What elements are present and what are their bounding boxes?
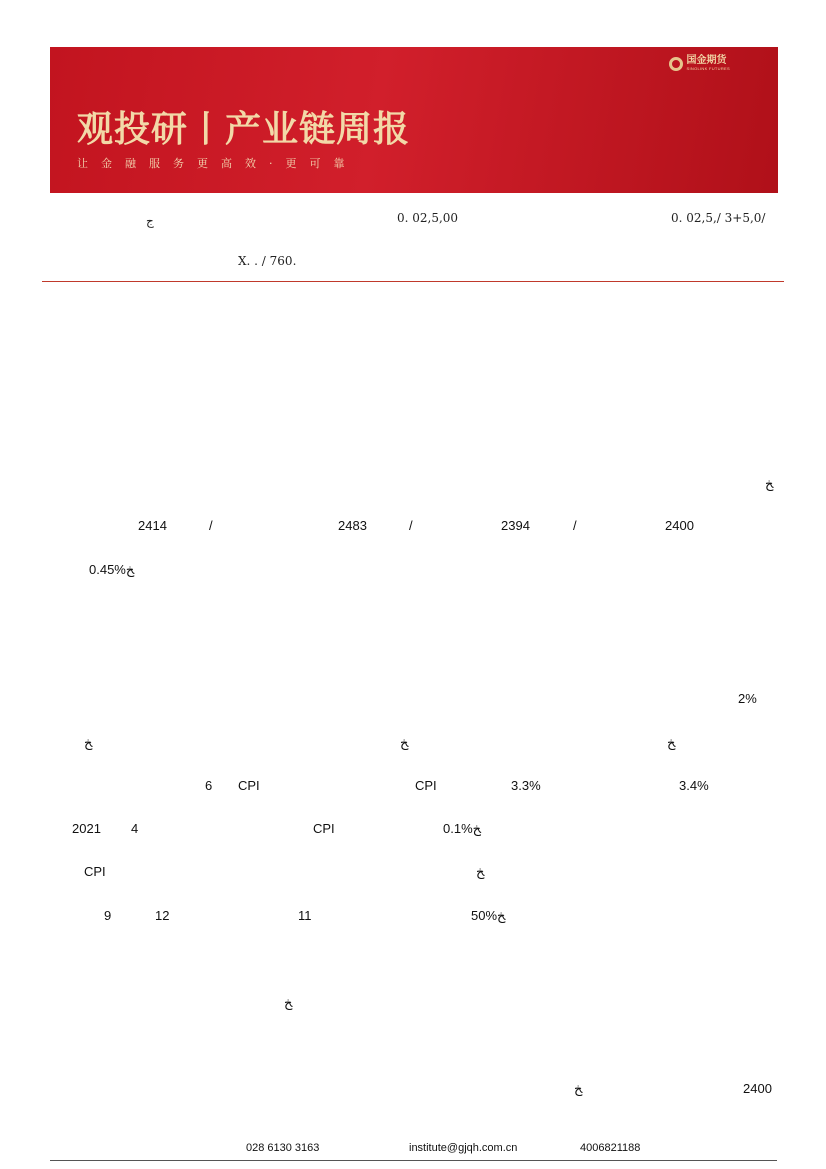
p7-month: 4 [131,821,139,836]
meta-center-code: 0. 02,5,00 [397,211,459,225]
price-sep-2: / [409,518,413,533]
p1-end-mark: ﺦ [765,476,774,491]
p6-cpi-1: CPI [238,778,260,793]
p9-percent: 50%ﺦ [471,908,506,923]
header-divider [42,281,784,282]
logo-coin-icon [669,57,683,71]
report-title: 观投研丨产业链周报 [77,109,411,150]
report-slogan: 让金融服务更高效·更可靠 [77,157,358,170]
p6-value-2: 3.4% [679,778,709,793]
price-sep-1: / [209,518,213,533]
company-logo [669,56,730,71]
footer-divider [50,1160,777,1161]
p9-number-2: 12 [155,908,170,923]
p8-cpi: CPI [84,864,106,879]
logo-name-en: SINOLINK FUTURES [686,66,730,71]
price-value-2: 2483 [338,518,367,533]
price-value-1: 2414 [138,518,167,533]
footer-email[interactable]: institute@gjqh.com.cn [409,1142,518,1154]
footer-phone: 028 6130 3163 [246,1142,320,1154]
p6-number: 6 [205,778,213,793]
header-banner [50,47,778,193]
change-percent: 0.45%ﺦ [89,562,135,577]
p4-percent: 2% [738,691,757,706]
p5-mark-3: ﺦ [667,735,676,750]
price-sep-3: / [573,518,577,533]
p10-mark: ﺦ [284,995,293,1010]
footer-hotline: 4006821188 [580,1142,641,1154]
meta-right-code: 0. 02,5,/ 3+5,0/ [671,211,766,225]
p5-mark-2: ﺦ [400,735,409,750]
meta-left-glyph: ج [146,214,154,228]
p6-cpi-2: CPI [415,778,437,793]
p8-mark: ﺦ [476,864,485,879]
p7-cpi: CPI [313,821,335,836]
p6-value-1: 3.3% [511,778,541,793]
p9-number-1: 9 [104,908,112,923]
p9-number-3: 11 [298,908,312,923]
price-value-3: 2394 [501,518,530,533]
logo-name-cn: 国金期货 [686,55,727,66]
p11-mark: ﺦ [574,1081,583,1096]
meta-second-line-code: X. . / 760. [238,254,297,268]
p11-value: 2400 [743,1081,772,1096]
p7-year: 2021 [72,821,101,836]
p5-mark-1: ﺦ [84,735,93,750]
p7-percent: 0.1%ﺦ [443,821,482,836]
price-value-4: 2400 [665,518,694,533]
